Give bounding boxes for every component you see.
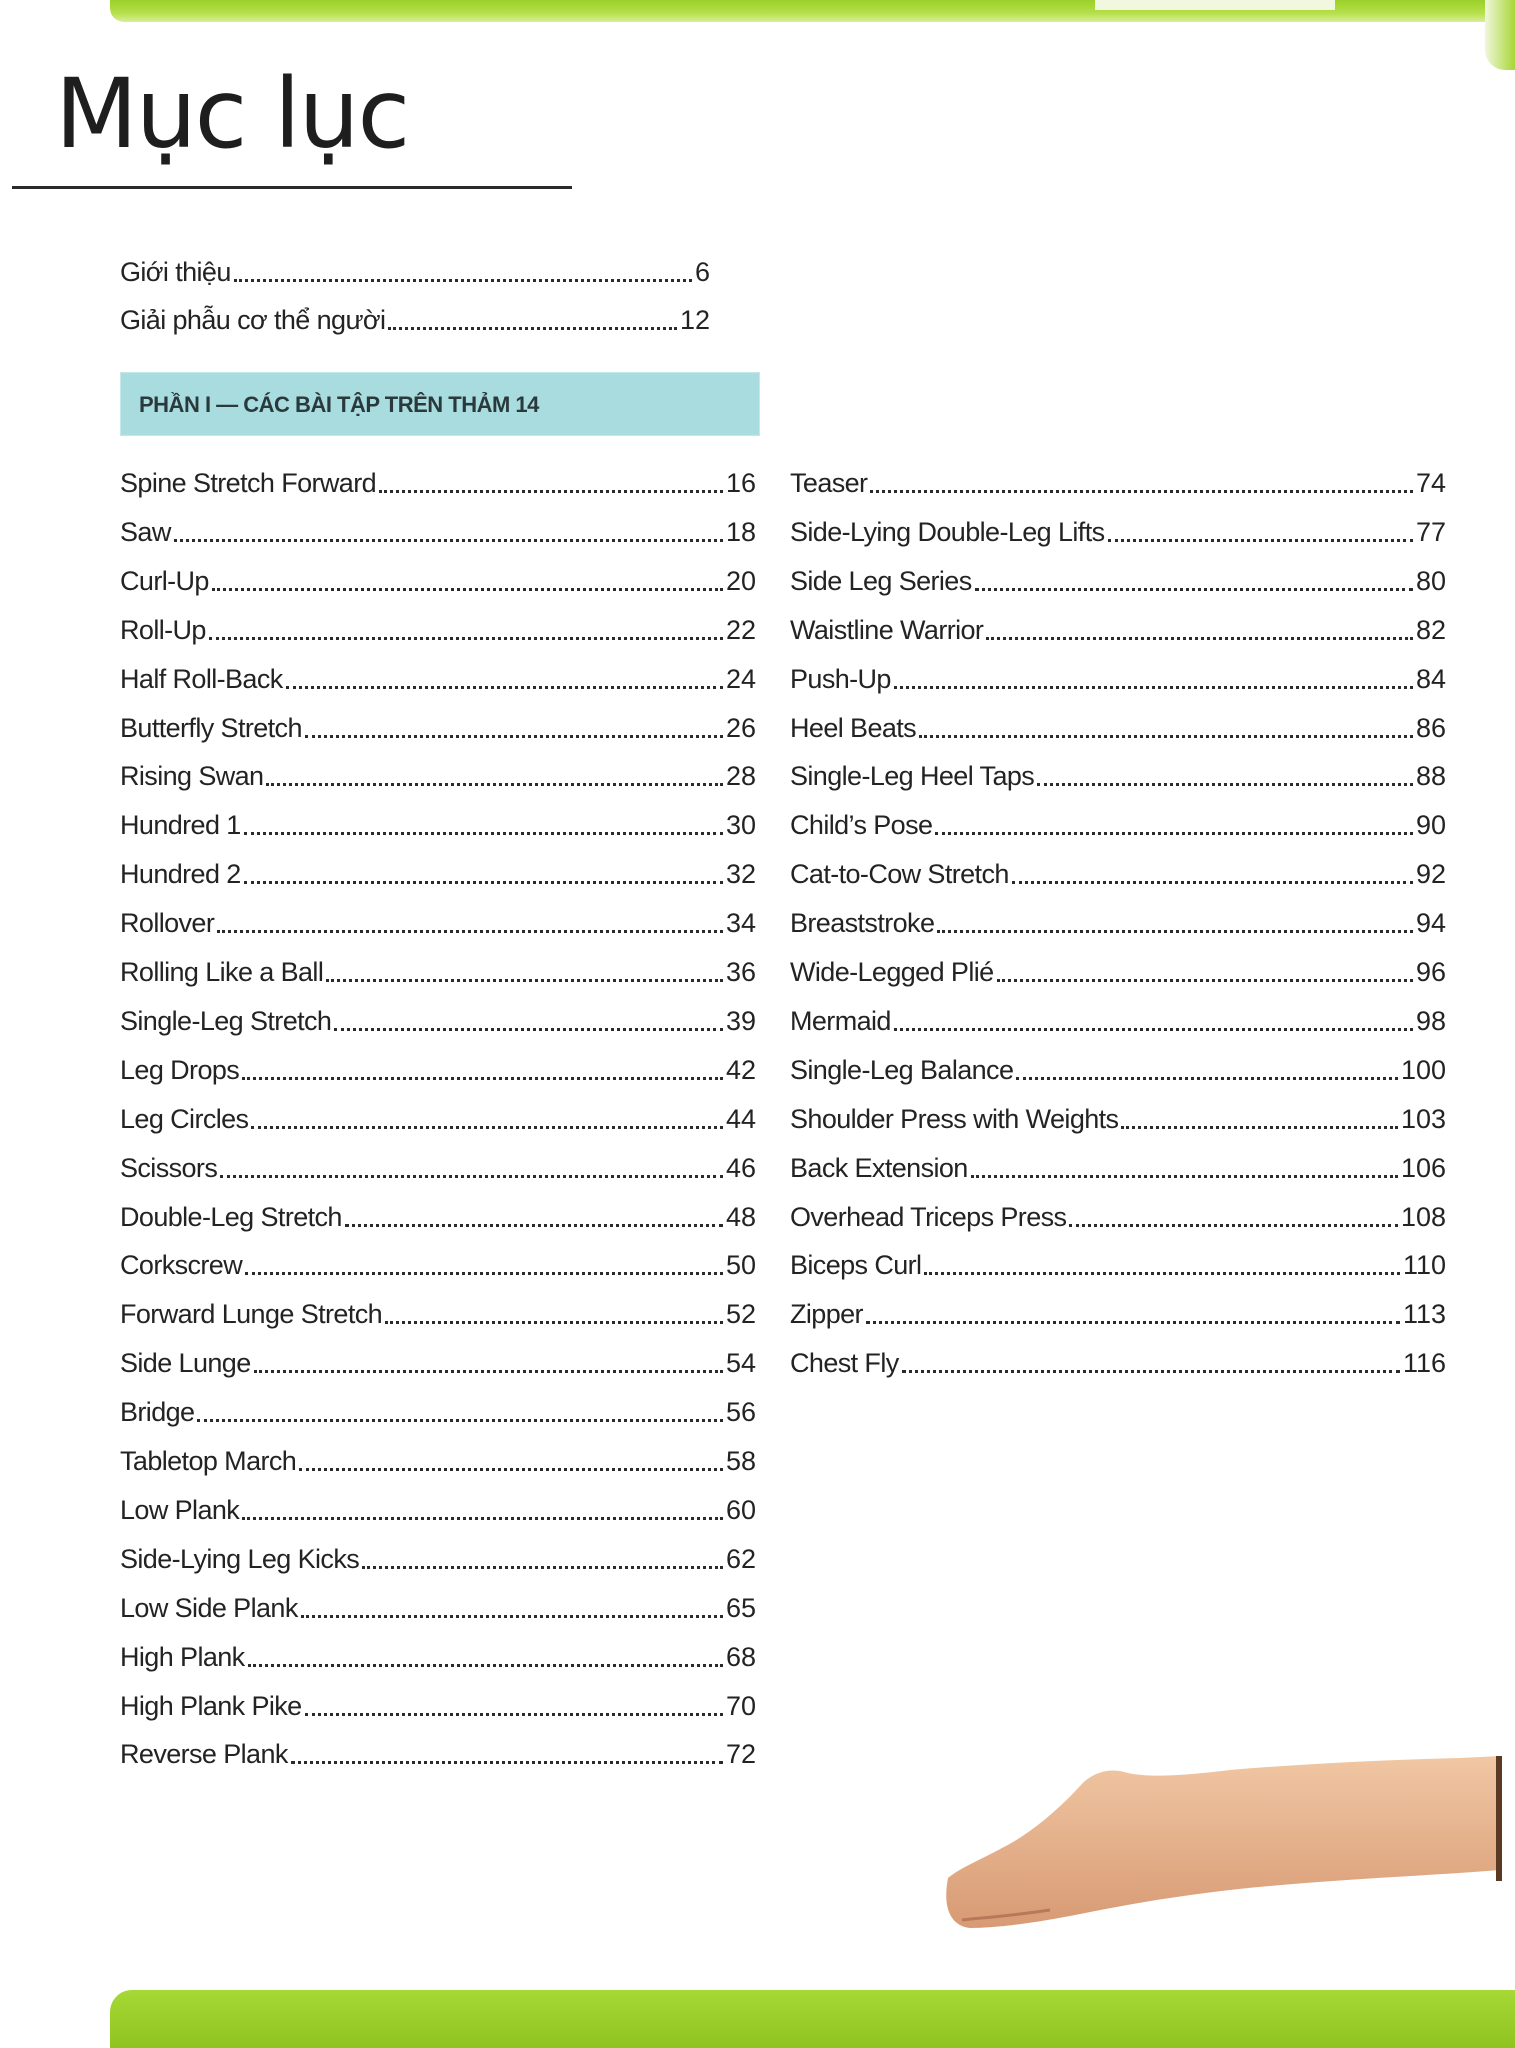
dot-leader [1037,781,1413,786]
toc-entry[interactable] [120,561,756,601]
toc-entry-title: Push-Up [790,663,891,694]
toc-entry[interactable] [790,659,1446,699]
toc-entry[interactable] [120,252,710,292]
toc-entry-title: Hundred 2 [120,859,241,890]
toc-entry-page: 70 [725,1690,756,1721]
dot-leader [242,1515,723,1520]
toc-entry-page: 110 [1402,1250,1446,1281]
dot-leader [937,928,1413,933]
toc-entry[interactable] [120,1294,756,1334]
toc-entry-page: 58 [725,1446,756,1476]
toc-entry-page: 108 [1400,1201,1446,1232]
toc-entry-page: 48 [725,1201,756,1232]
dot-leader [209,635,723,640]
dot-leader [986,635,1413,640]
toc-entry-page: 16 [725,468,756,498]
toc-entry[interactable] [120,1245,756,1285]
toc-entry-page: 106 [1400,1152,1446,1183]
toc-entry[interactable] [120,1197,756,1237]
dot-leader [305,733,723,738]
toc-entry[interactable] [790,1294,1446,1334]
dot-leader [1012,879,1413,884]
toc-entry-title: Scissors [120,1152,218,1183]
dot-leader [1108,537,1413,542]
toc-entry-page: 74 [1415,468,1446,498]
toc-entry-title: Butterfly Stretch [120,712,302,743]
part-heading: PHẦN I — CÁC BÀI TẬP TRÊN THẢM 14 [120,372,760,436]
toc-entry-page: 103 [1400,1103,1446,1134]
toc-entry-page: 84 [1415,663,1446,694]
toc-entry-title: Forward Lunge Stretch [120,1299,383,1330]
dot-leader [345,1222,723,1227]
toc-entry-title: Saw [120,516,171,547]
bottom-accent-band [110,1990,1515,2048]
toc-entry-title: Biceps Curl [790,1250,922,1281]
toc-entry-page: 18 [725,516,756,547]
toc-entry-title: Half Roll-Back [120,663,283,694]
toc-entry-page: 80 [1415,565,1446,596]
toc-entry-title: Wide-Legged Plié [790,957,994,987]
toc-entry-title: Tabletop March [120,1446,297,1476]
dot-leader [212,586,723,591]
dot-leader [251,1124,723,1129]
dot-leader [244,830,723,835]
toc-entry-page: 68 [725,1641,756,1672]
toc-entry[interactable] [790,1343,1446,1383]
dot-leader [220,1173,723,1178]
dot-leader [975,586,1413,591]
toc-entry-page: 42 [725,1054,756,1085]
toc-entry-page: 88 [1415,761,1446,792]
top-band-tab [1095,0,1335,10]
dot-leader [291,1759,723,1764]
toc-entry-title: Low Side Plank [120,1592,298,1623]
foot-shape [946,1756,1500,1928]
dot-leader [305,1711,723,1716]
toc-entry-page: 20 [725,565,756,596]
toc-entry-page: 98 [1415,1005,1446,1036]
toc-entry[interactable] [120,1099,756,1139]
toc-entry-title: Child’s Pose [790,810,933,841]
toc-entry[interactable] [120,300,710,340]
toc-entry[interactable] [790,463,1446,503]
toc-entry-title: Rolling Like a Ball [120,957,324,987]
dot-leader [254,1368,723,1373]
toc-entry[interactable] [790,708,1446,748]
toc-entry-title: Single-Leg Balance [790,1054,1014,1085]
dot-leader [894,684,1413,689]
toc-entry-page: 50 [725,1250,756,1281]
toc-entry[interactable] [790,1245,1446,1285]
foot-photo [940,1750,1515,1950]
toc-entry[interactable] [790,1148,1446,1188]
toc-entry[interactable] [120,463,756,503]
toc-entry-page: 28 [725,761,756,792]
dot-leader [245,1270,723,1275]
toc-entry[interactable] [120,1490,756,1530]
toc-entry-page: 34 [725,908,756,939]
toc-entry-page: 39 [725,1005,756,1036]
dot-leader [379,488,723,493]
toc-entry[interactable] [120,1686,756,1726]
toc-entry-title: Rising Swan [120,761,264,792]
dot-leader [248,1662,723,1667]
toc-entry[interactable] [790,561,1446,601]
dot-leader [997,977,1413,982]
dot-leader [234,277,692,282]
toc-entry-page: 113 [1402,1299,1446,1330]
toc-entry-page: 62 [725,1543,756,1574]
dot-leader [326,977,723,982]
toc-entry-title: Back Extension [790,1152,968,1183]
toc-entry-title: Rollover [120,908,215,939]
toc-entry-title: Side Lunge [120,1348,251,1379]
toc-entry[interactable] [790,1197,1446,1237]
toc-entry-page: 65 [725,1592,756,1623]
toc-entry-page: 116 [1402,1348,1446,1379]
toc-entry-title: Low Plank [120,1494,240,1525]
dot-leader [1069,1222,1398,1227]
dot-leader [174,537,723,542]
toc-entry[interactable] [120,1441,756,1481]
toc-entry-page: 94 [1415,908,1446,939]
dot-leader [902,1368,1400,1373]
toc-entry[interactable] [790,854,1446,894]
toc-entry[interactable] [120,903,756,943]
toc-entry-page: 52 [725,1299,756,1330]
toc-entry-title: Giới thiệu [120,257,231,287]
toc-entry-page: 22 [725,614,756,645]
page-title: Mục lục [55,58,409,170]
toc-entry-page: 100 [1400,1054,1446,1085]
dot-leader [1016,1075,1398,1080]
dot-leader [197,1417,723,1422]
toc-entry-title: Cat-to-Cow Stretch [790,859,1009,890]
toc-entry-page: 26 [725,712,756,743]
toc-entry-page: 12 [679,305,710,335]
toc-entry-title: Overhead Triceps Press [790,1201,1067,1232]
right-edge-accent [1485,0,1515,70]
toc-entry[interactable] [120,1148,756,1188]
toc-entry[interactable] [790,805,1446,845]
toc-entry-title: Reverse Plank [120,1739,288,1770]
toc-entry-title: Single-Leg Heel Taps [790,761,1035,792]
toc-entry-page: 77 [1415,516,1446,547]
toc-entry[interactable] [120,1343,756,1383]
toc-entry[interactable] [790,1001,1446,1041]
toc-entry-page: 96 [1415,957,1446,987]
toc-entry-page: 82 [1415,614,1446,645]
toc-entry-page: 30 [725,810,756,841]
toc-entry[interactable] [120,1734,756,1774]
toc-entry[interactable] [790,952,1446,992]
toc-entry-title: Waistline Warrior [790,614,984,645]
toc-entry-title: Side-Lying Leg Kicks [120,1543,360,1574]
toc-entry-page: 36 [725,957,756,987]
toc-entry-page: 32 [725,859,756,890]
toc-entry[interactable] [120,659,756,699]
toc-entry-title: Corkscrew [120,1250,243,1281]
toc-entry[interactable] [120,1539,756,1579]
toc-entry-page: 60 [725,1494,756,1525]
toc-entry-page: 90 [1415,810,1446,841]
toc-entry-title: Curl-Up [120,565,209,596]
toc-entry[interactable] [120,1588,756,1628]
toc-entry-page: 6 [694,257,710,287]
toc-entry-title: Roll-Up [120,614,206,645]
toc-entry-page: 56 [725,1397,756,1428]
dot-leader [286,684,723,689]
toc-entry-title: Single-Leg Stretch [120,1005,332,1036]
toc-entry[interactable] [790,1050,1446,1090]
toc-entry[interactable] [790,903,1446,943]
toc-entry-page: 44 [725,1103,756,1134]
toc-entry[interactable] [120,952,756,992]
dot-leader [217,928,723,933]
toc-entry[interactable] [790,756,1446,796]
toc-entry-page: 72 [725,1739,756,1770]
toc-entry[interactable] [120,512,756,552]
toc-entry-page: 54 [725,1348,756,1379]
toc-entry-title: Teaser [790,468,868,498]
toc-entry-title: Leg Circles [120,1103,249,1134]
dot-leader [894,1026,1413,1031]
toc-entry-title: High Plank Pike [120,1690,302,1721]
toc-entry-title: Chest Fly [790,1348,899,1379]
title-underline [12,186,572,189]
toc-entry-title: Hundred 1 [120,810,241,841]
toc-entry[interactable] [120,756,756,796]
toc-entry[interactable] [120,1001,756,1041]
dot-leader [244,879,723,884]
toc-entry-title: Shoulder Press with Weights [790,1103,1119,1134]
toc-entry[interactable] [120,1050,756,1090]
photo-edge [1496,1756,1502,1881]
toc-entry[interactable] [120,1392,756,1432]
toc-entry[interactable] [120,610,756,650]
toc-entry[interactable] [790,512,1446,552]
dot-leader [299,1466,723,1471]
dot-leader [334,1026,723,1031]
toc-entry-title: Mermaid [790,1005,891,1036]
toc-entry[interactable] [120,708,756,748]
dot-leader [362,1564,723,1569]
dot-leader [301,1613,723,1618]
toc-entry-page: 46 [725,1152,756,1183]
toc-entry-title: Heel Beats [790,712,917,743]
toc-entry-title: Side-Lying Double-Leg Lifts [790,516,1105,547]
dot-leader [266,781,722,786]
toc-entry-title: Giải phẫu cơ thể người [120,305,386,335]
toc-entry-page: 24 [725,663,756,694]
toc-entry[interactable] [120,805,756,845]
toc-entry-title: Bridge [120,1397,195,1428]
toc-entry[interactable] [120,854,756,894]
dot-leader [924,1270,1400,1275]
dot-leader [971,1173,1398,1178]
toc-entry[interactable] [790,1099,1446,1139]
dot-leader [870,488,1413,493]
toc-entry-title: High Plank [120,1641,245,1672]
dot-leader [1121,1124,1397,1129]
toc-entry-title: Zipper [790,1299,863,1330]
dot-leader [866,1319,1400,1324]
toc-entry-page: 92 [1415,859,1446,890]
toc-entry-title: Spine Stretch Forward [120,468,377,498]
dot-leader [935,830,1413,835]
toc-entry-title: Breaststroke [790,908,935,939]
dot-leader [242,1075,723,1080]
dot-leader [385,1319,723,1324]
toc-entry-page: 86 [1415,712,1446,743]
toc-entry[interactable] [790,610,1446,650]
dot-leader [388,325,677,330]
dot-leader [919,733,1413,738]
toc-entry-title: Side Leg Series [790,565,972,596]
toc-entry-title: Double-Leg Stretch [120,1201,342,1232]
toc-entry[interactable] [120,1637,756,1677]
toc-entry-title: Leg Drops [120,1054,240,1085]
